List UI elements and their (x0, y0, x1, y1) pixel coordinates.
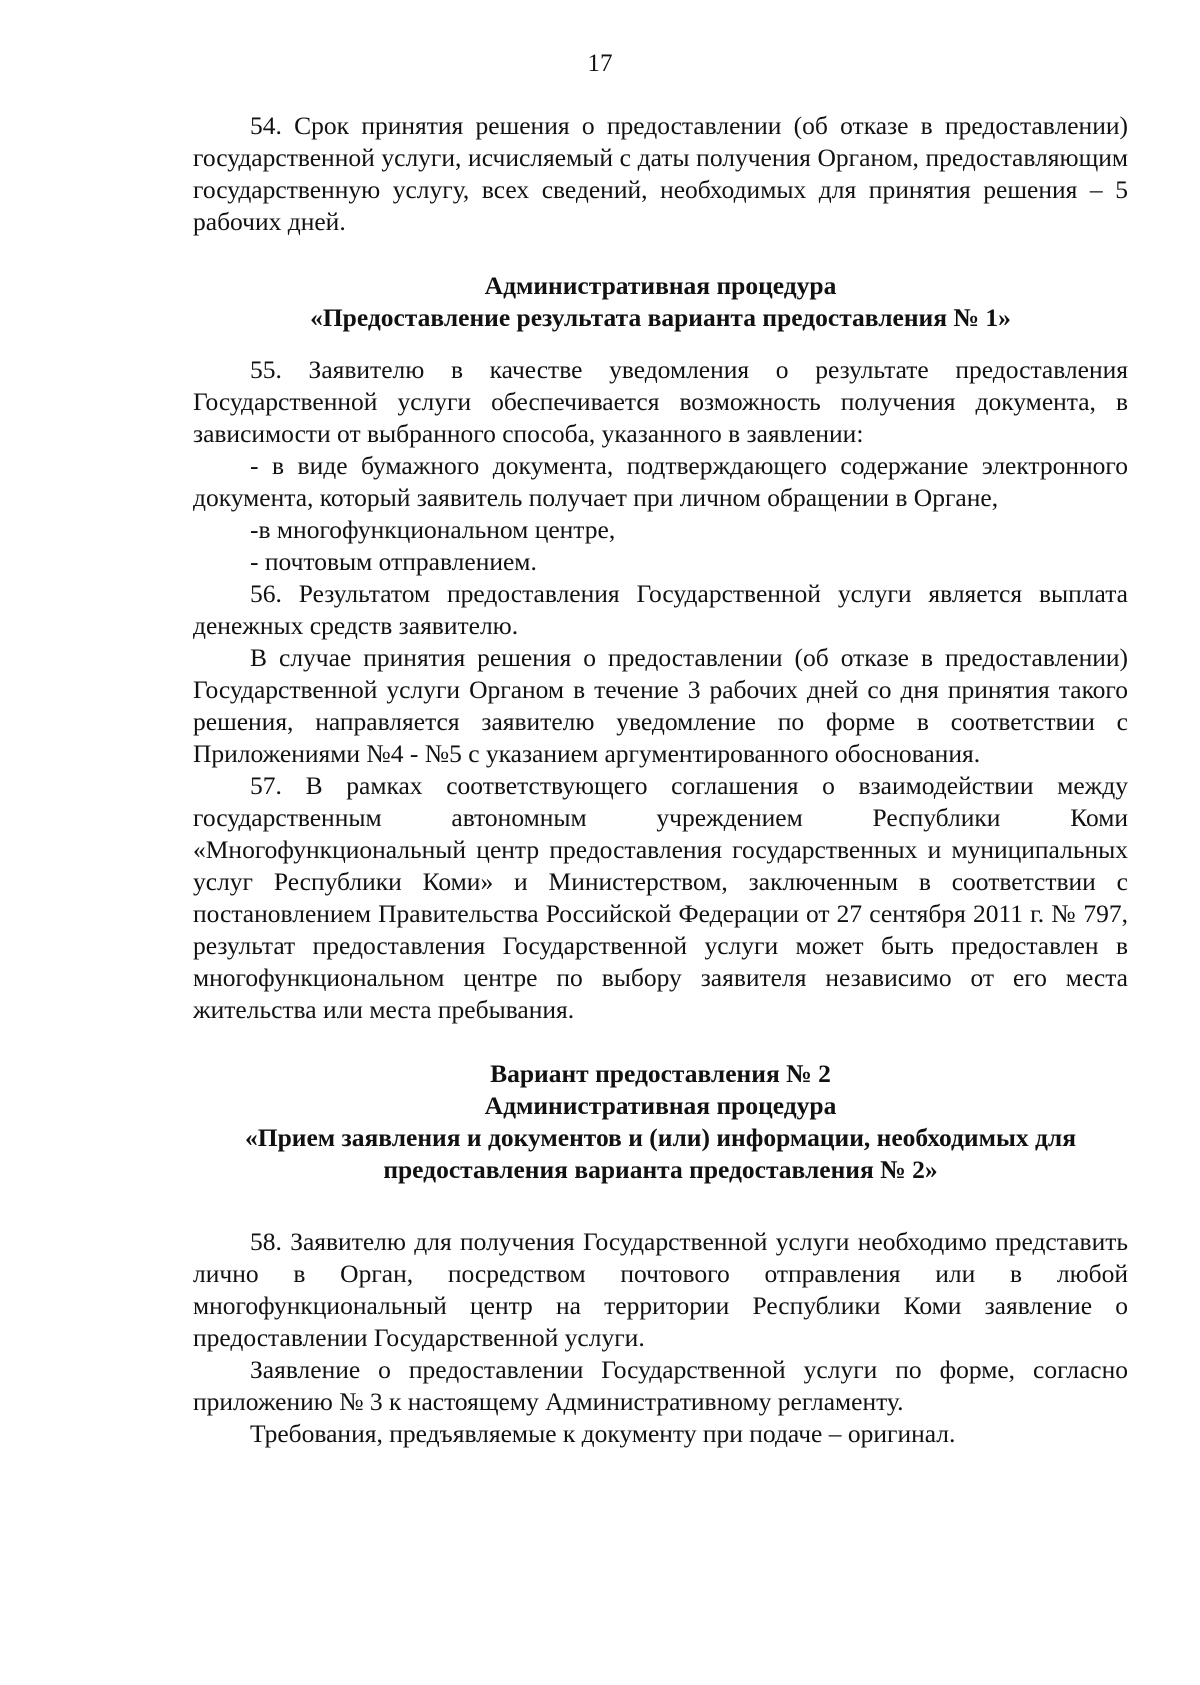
heading-line: «Предоставление результата варианта предоставления № 1» (310, 303, 1011, 332)
page-number: 17 (587, 50, 613, 77)
paragraph-55-item-post: - почтовым отправлением. (250, 547, 537, 576)
heading-line: Вариант предоставления № 2 (490, 1059, 831, 1088)
heading-line: «Прием заявления и документов и (или) информации, необходимых для (244, 1123, 1077, 1152)
paragraph-54: 54. Срок принятия решения о предоставлении (об отказе в предоставлении) государственной услуги, исчисляемый с даты получения Органом, предоставляющим государственную услугу, всех сведений, необходимых для принятия решения – 5 рабочих дней. (193, 111, 1128, 236)
paragraph-55-item-paper: - в виде бумажного документа, подтверждающего содержание электронного документа, который заявитель получает при личном обращении в Органе, (193, 451, 1128, 512)
heading-line: предоставления варианта предоставления № 2» (383, 1155, 938, 1184)
paragraph-56: 56. Результатом предоставления Государственной услуги является выплата денежных средств заявителю. (193, 579, 1128, 640)
paragraph-55-item-mfc: -в многофункциональном центре, (250, 515, 616, 544)
document-body (193, 110, 1128, 1450)
paragraph-56-notification: В случае принятия решения о предоставлении (об отказе в предоставлении) Государственной услуги Органом в течение 3 рабочих дней со дня принятия такого решения, направляется заявителю уведомление по форме в соответствии с Приложениями №4 - №5 с указанием аргументированного обоснования. (193, 643, 1128, 768)
paragraph-55: 55. Заявителю в качестве уведомления о результате предоставления Государственной услуги обеспечивается возможность получения документа, в зависимости от выбранного способа, указанного в заявлении: (193, 355, 1128, 448)
paragraph-58-document-requirements: Требования, предъявляемые к документу при подаче – оригинал. (250, 1419, 956, 1448)
paragraph-58: 58. Заявителю для получения Государственной услуги необходимо представить лично в Орган, посредством почтового отправления или в любой многофункциональный центр на территории Республики Коми заявление о предоставлении Государственной услуги. (193, 1227, 1128, 1352)
paragraph-57: 57. В рамках соответствующего соглашения о взаимодействии между государственным автономным учреждением Республики Коми «Многофункциональный центр предоставления государственных и муниципальных услуг Республики Коми» и Министерством, заключенным в соответствии с постановлением Правительства Российской Федерации от 27 сентября 2011 г. № 797, результат предоставления Государственной услуги может быть предоставлен в многофункциональном центре по выбору заявителя независимо от его места жительства или места пребывания. (193, 771, 1128, 1024)
heading-line: Административная процедура (484, 271, 837, 300)
heading-line: Административная процедура (484, 1091, 837, 1120)
section-heading-variant-2 (193, 1058, 1128, 1186)
paragraph-58-application-form: Заявление о предоставлении Государственной услуги по форме, согласно приложению № 3 к настоящему Административному регламенту. (193, 1355, 1128, 1416)
section-heading-procedure-result (193, 270, 1128, 334)
